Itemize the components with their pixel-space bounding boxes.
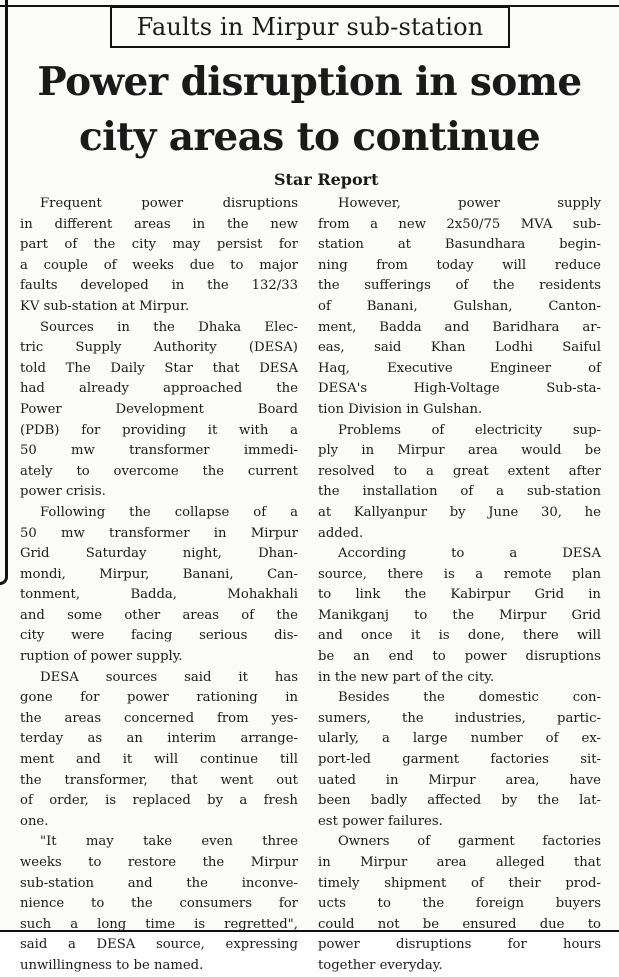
text-line: port-led garment factories sit- [318,752,601,768]
headline-line-1: Power disruption in some [37,59,582,105]
text-line: power disruptions for hours [318,937,601,953]
text-line: faults developed in the 132/33 [20,278,298,294]
text-line: gone for power rationing in [20,690,298,706]
text-line: sumers, the industries, partic- [318,710,601,726]
text-line: (PDB) for providing it with a [20,422,298,438]
text-line: from a new 2x50/75 MVA sub- [318,216,601,232]
text-line: ately to overcome the current [20,463,298,479]
text-line: Haq, Executive Engineer of [318,360,601,376]
text-line: the areas concerned from yes- [20,710,298,726]
text-line: DESA sources said it has [40,669,298,685]
text-line: could not be ensured due to [318,916,601,932]
text-line: part of the city may persist for [20,237,298,253]
text-line: such a long time is regretted", [20,916,298,932]
text-line: mondi, Mirpur, Banani, Can- [20,566,298,582]
text-line: Manikganj to the Mirpur Grid [318,607,601,623]
text-line: ucts to the foreign buyers [318,896,601,912]
text-line: Grid Saturday night, Dhan- [20,546,298,562]
text-line: tric Supply Authority (DESA) [20,340,298,356]
text-line: est power failures. [318,813,443,829]
text-line: at Kallyanpur by June 30, he [318,504,601,520]
text-line: terday as an interim arrange- [20,731,298,747]
text-line: ment and it will continue till [20,752,298,768]
text-line: to link the Kabirpur Grid in [318,587,601,603]
text-line: in different areas in the new [20,216,298,232]
text-line: tion Division in Gulshan. [318,401,483,417]
kicker-box [110,6,510,48]
text-line: sub-station and the inconve- [20,875,298,891]
byline: Star Report [274,170,379,189]
text-line: resolved to a great extent after [318,463,601,479]
text-line: had already approached the [20,381,298,397]
text-line: tonment, Badda, Mohakhali [20,587,298,603]
text-line: ruption of power supply. [20,649,183,665]
text-line: Sources in the Dhaka Elec- [40,319,298,335]
text-line: KV sub-station at Mirpur. [20,298,190,314]
text-line: timely shipment of their prod- [318,875,601,891]
text-line: 50 mw transformer in Mirpur [20,525,298,541]
text-line: of Banani, Gulshan, Canton- [318,298,601,314]
text-line: According to a DESA [338,546,601,562]
article-column-right [318,194,601,977]
text-line: Power Development Board [20,401,298,417]
text-line: DESA's High-Voltage Sub-sta- [318,381,601,397]
text-line: together everyday. [318,957,443,973]
text-line: been badly affected by the lat- [318,793,601,809]
text-line: power crisis. [20,484,106,500]
text-line: Problems of electricity sup- [338,422,601,438]
text-line: Besides the domestic con- [338,690,601,706]
text-line: one. [20,813,49,829]
text-line: weeks to restore the Mirpur [20,855,298,870]
text-line: ply in Mirpur area would be [318,443,601,459]
text-line: source, there is a remote plan [318,566,601,582]
text-line: eas, said Khan Lodhi Saiful [318,340,601,356]
text-line: Frequent power disruptions [40,196,298,211]
text-line: uated in Mirpur area, have [318,772,601,788]
text-line: ning from today will reduce [318,257,601,273]
text-line: the transformer, that went out [20,772,298,788]
text-line: station at Basundhara begin- [318,237,601,253]
text-line: "It may take even three [40,834,298,850]
text-line: said a DESA source, expressing [20,937,298,953]
text-line: be an end to power disruptions [318,649,601,665]
text-line: However, power supply [338,196,601,211]
text-line: and once it is done, there will [318,628,601,644]
text-line: in Mirpur area alleged that [318,855,601,870]
text-line: Following the collapse of a [40,504,298,520]
text-line: in the new part of the city. [318,669,495,685]
text-line: the sufferings of the residents [318,278,601,294]
headline-line-2: city areas to continue [78,114,541,160]
text-line: told The Daily Star that DESA [20,360,298,376]
text-line: the installation of a sub-station [318,484,601,500]
kicker-headline: Faults in Mirpur sub-station [136,13,484,41]
text-line: ment, Badda and Baridhara ar- [318,319,601,335]
text-line: city were facing serious dis- [20,628,298,644]
text-line: ularly, a large number of ex- [318,731,601,747]
text-line: Owners of garment factories [338,834,601,850]
text-line: unwillingness to be named. [20,957,204,973]
text-line: added. [318,525,364,541]
text-line: a couple of weeks due to major [20,257,298,273]
article-column-left [20,194,298,977]
text-line: and some other areas of the [20,607,298,623]
text-line: 50 mw transformer immedi- [20,443,298,459]
text-line: of order, is replaced by a fresh [20,793,298,809]
text-line: nience to the consumers for [20,896,298,912]
